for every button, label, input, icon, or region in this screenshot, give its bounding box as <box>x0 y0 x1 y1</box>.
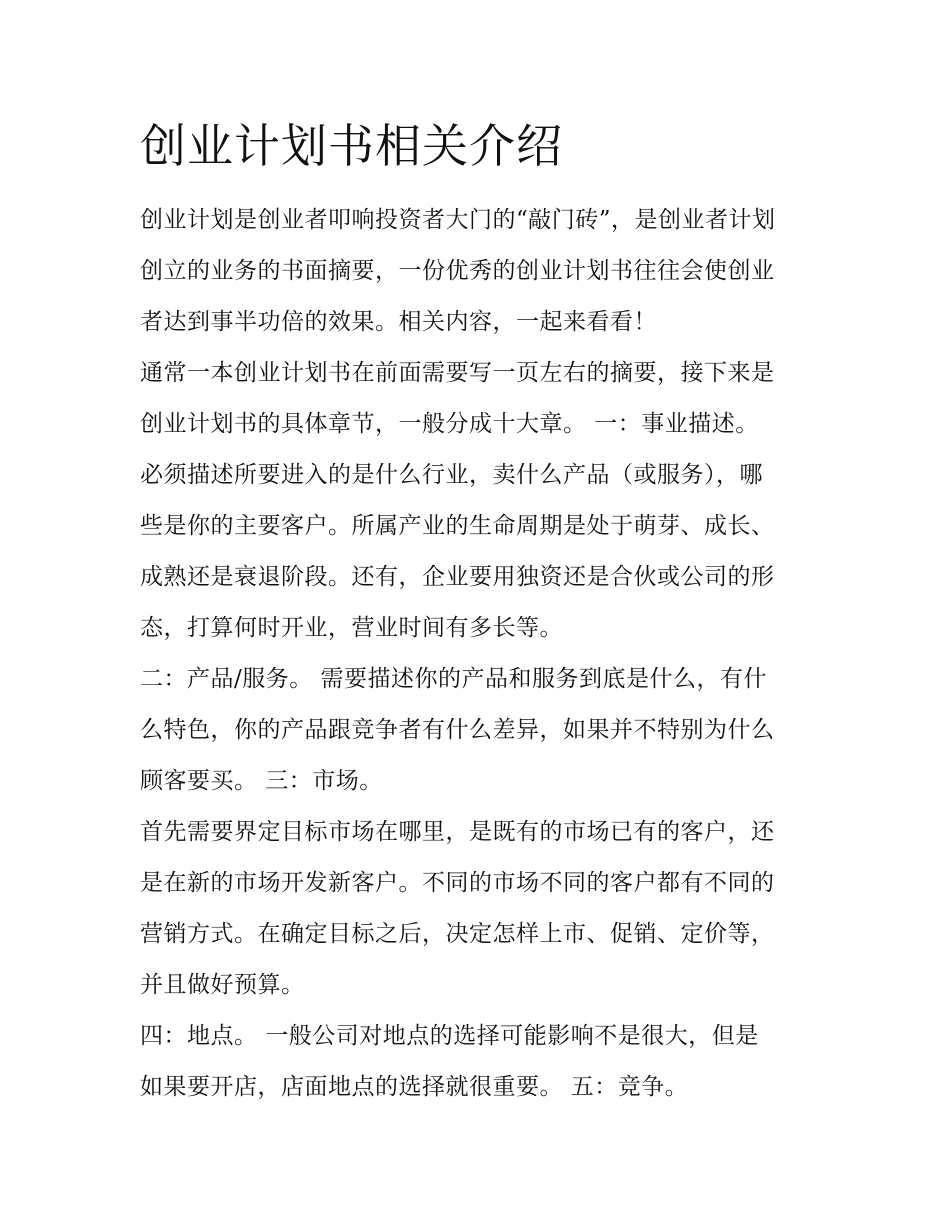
text-line: 首先需要界定目标市场在哪里，是既有的市场已有的客户，还 <box>140 819 775 845</box>
text-line: 四：地点。 一般公司对地点的选择可能影响不是很大，但是 <box>140 1023 759 1049</box>
text-line: 么特色，你的产品跟竞争者有什么差异，如果并不特别为什么 <box>140 717 775 743</box>
text-line: 营销方式。在确定目标之后，决定怎样上市、促销、定价等， <box>140 921 775 947</box>
text-line: 创立的业务的书面摘要，一份优秀的创业计划书往往会使创业 <box>140 258 775 284</box>
text-line: 必须描述所要进入的是什么行业，卖什么产品（或服务），哪 <box>140 462 763 488</box>
text-line: 并且做好预算。 <box>140 972 305 998</box>
text-line: 顾客要买。 三：市场。 <box>140 768 383 794</box>
text-line: 成熟还是衰退阶段。还有，企业要用独资还是合伙或公司的形 <box>140 564 775 590</box>
text-line: 态，打算何时开业，营业时间有多长等。 <box>140 615 563 641</box>
text-line: 创业计划书的具体章节，一般分成十大章。 一：事业描述。 <box>140 411 759 437</box>
text-line: 二：产品/服务。 需要描述你的产品和服务到底是什么，有什 <box>140 666 768 692</box>
text-line: 创业计划是创业者叩响投资者大门的“敲门砖”，是创业者计划 <box>140 207 776 233</box>
text-line: 者达到事半功倍的效果。相关内容，一起来看看！ <box>140 309 657 335</box>
page-title: 创业计划书相关介绍 <box>140 119 563 173</box>
text-line: 些是你的主要客户。所属产业的生命周期是处于萌芽、成长、 <box>140 513 775 539</box>
text-line: 是在新的市场开发新客户。不同的市场不同的客户都有不同的 <box>140 870 775 896</box>
text-line: 如果要开店，店面地点的选择就很重要。 五：竞争。 <box>140 1074 689 1100</box>
text-line: 通常一本创业计划书在前面需要写一页左右的摘要，接下来是 <box>140 360 775 386</box>
